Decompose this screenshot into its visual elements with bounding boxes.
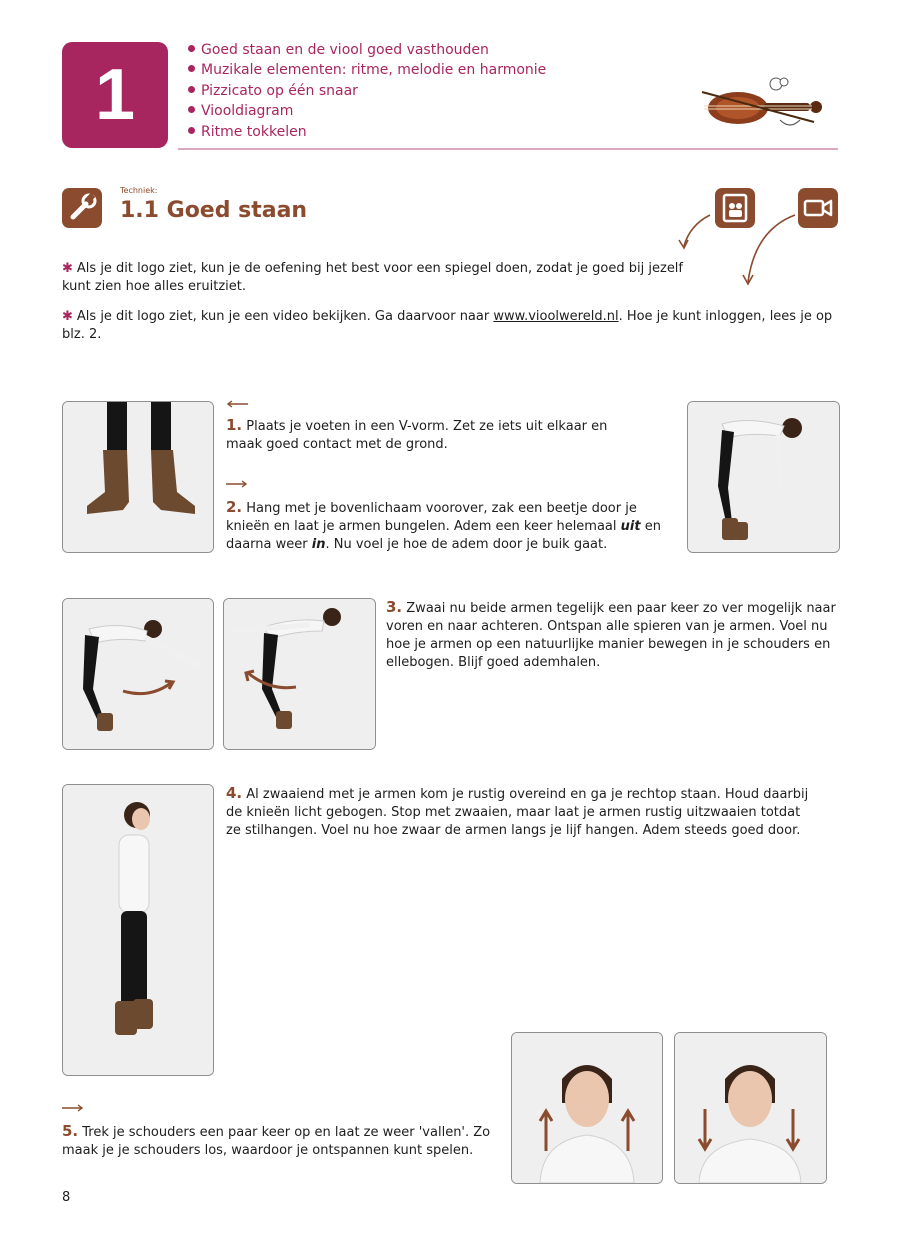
step-number: 1. [226, 416, 243, 434]
step-number: 2. [226, 498, 243, 516]
star-icon: ✱ [62, 261, 73, 276]
header-divider [178, 148, 838, 150]
photo-feet-v-shape [62, 401, 214, 553]
step-number: 5. [62, 1122, 79, 1140]
bullet-icon [188, 45, 195, 52]
photo-arm-swing-forward [62, 598, 214, 750]
topic-item: Viooldiagram [188, 101, 546, 121]
video-instruction: ✱ Als je dit logo ziet, kun je een video bekijken. Ga daarvoor naar www.vioolwereld.nl. Hoe je kunt inloggen, lees je op blz. 2. [62, 309, 833, 342]
bullet-icon [188, 127, 195, 134]
arrow-right-icon [226, 480, 248, 488]
photo-standing-upright [62, 784, 214, 1076]
step-text: Zwaai nu beide armen tegelijk een paar keer zo ver mogelijk naar voren en naar achteren. Ontspan alle spieren van je armen. Voel nu hoe je armen op een natuurlijke manier bewegen in je schouders en ellebogen. Blijf goed ademhalen. [386, 601, 836, 670]
step-3 [386, 598, 841, 672]
step-number: 4. [226, 784, 243, 802]
chapter-topics-list [188, 40, 546, 142]
photo-bending-forward [687, 401, 840, 553]
star-icon: ✱ [62, 309, 73, 324]
chapter-number: 1 [94, 55, 136, 135]
step-1 [226, 416, 646, 454]
topic-item: Goed staan en de viool goed vasthouden [188, 40, 546, 60]
wrench-icon [62, 188, 102, 228]
step-5 [62, 1122, 502, 1160]
bullet-icon [188, 65, 195, 72]
step-text: Plaats je voeten in een V-vorm. Zet ze iets uit elkaar en maak goed contact met de grond. [226, 419, 608, 452]
photo-shoulders-up [511, 1032, 663, 1184]
topic-item: Ritme tokkelen [188, 122, 546, 142]
arrow-left-icon [226, 400, 248, 408]
page-number: 8 [62, 1190, 71, 1205]
mirror-instruction: ✱ Als je dit logo ziet, kun je de oefening het best voor een spiegel doen, zodat je goed bij jezelf kunt zien hoe alles eruitziet. [62, 261, 683, 294]
topic-item: Muzikale elementen: ritme, melodie en harmonie [188, 60, 546, 80]
photo-shoulders-down [674, 1032, 827, 1184]
step-text: Trek je schouders een paar keer op en laat ze weer 'vallen'. Zo maak je je schouders los, waardoor je ontspannen kunt spelen. [62, 1125, 491, 1158]
website-link[interactable]: www.vioolwereld.nl [493, 309, 619, 324]
bullet-icon [188, 106, 195, 113]
violin-illustration [694, 70, 834, 132]
step-4 [226, 784, 816, 840]
photo-arm-swing-backward [223, 598, 376, 750]
section-title: 1.1 Goed staan [120, 198, 308, 223]
chapter-number-badge [62, 42, 168, 148]
step-2: 2. Hang met je bovenlichaam voorover, zak een beetje door je knieën en laat je armen bungelen. Adem een keer helemaal uit en daarna weer in. Nu voel je hoe de adem door je buik gaat. [226, 498, 661, 552]
step-text: Al zwaaiend met je armen kom je rustig overeind en ga je rechtop staan. Houd daarbij de knieën licht gebogen. Stop met zwaaien, maar laat je armen rustig uitzwaaien totdat ze stilhangen. Voel nu hoe zwaar de armen langs je lijf hangen. Adem steeds goed door. [226, 787, 809, 838]
step-number: 3. [386, 598, 403, 616]
bullet-icon [188, 86, 195, 93]
section-category-label: Techniek: [120, 186, 158, 195]
arrow-right-icon [62, 1104, 84, 1112]
topic-item: Pizzicato op één snaar [188, 81, 546, 101]
